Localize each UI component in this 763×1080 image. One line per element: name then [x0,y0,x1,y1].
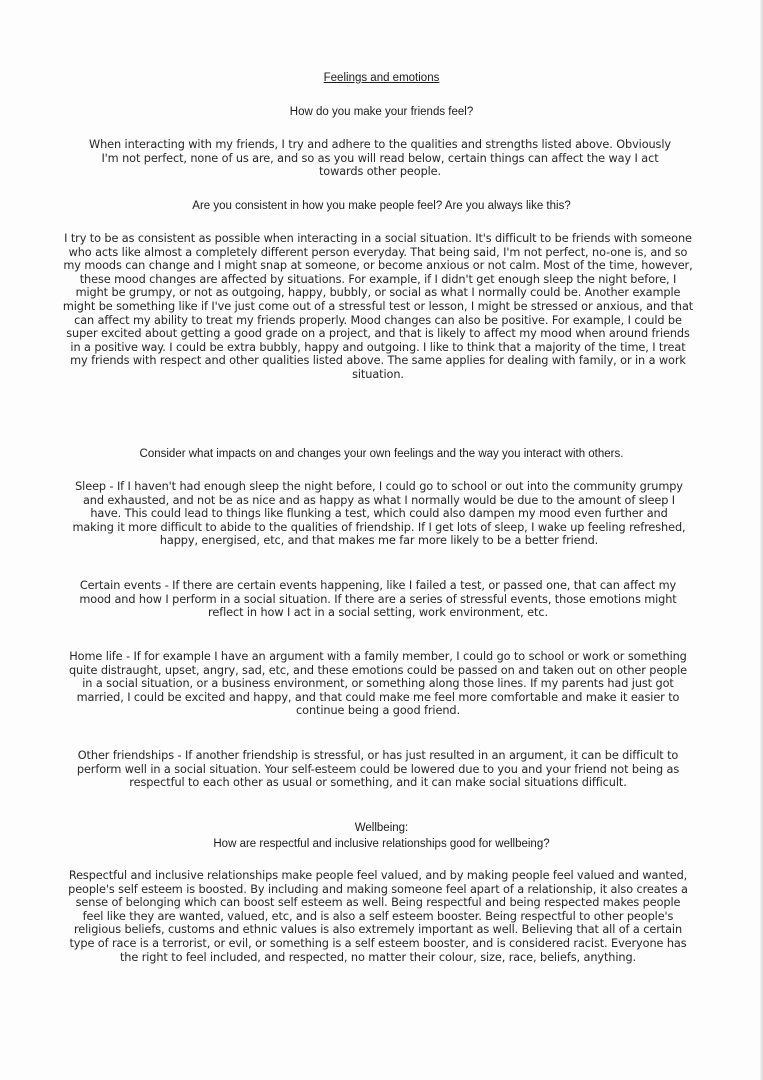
document-title: Feelings and emotions [323,72,440,84]
question-heading: Consider what impacts on and changes your own feelings and the way you interact with others. [139,448,624,460]
question-heading: Are you consistent in how you make people feel? Are you always like this? [192,200,571,212]
answer-paragraph: Other friendships - If another friendship is stressful, or has just resulted in an argument, it can be difficult to perform well in a social situation. Your self-esteem could be lowered due to you and your friend not being as respectful to each other as usual or something, and it can make social situations difficult. [76,749,680,790]
question-heading: How do you make your friends feel? [289,106,474,118]
answer-paragraph: When interacting with my friends, I try and adhere to the qualities and strengths listed above. Obviously I'm not perfect, none of us are, and so as you will read below, certain things can affect the way I act towards other people. [89,138,671,179]
answer-paragraph: Sleep - If I haven't had enough sleep the night before, I could go to school or out into the community grumpy and exhausted, and not be as nice and as happy as what I normally would be due to the amount of sleep I have. This could lead to things like flunking a test, which could also dampen my mood even further and making it more difficult to abide to the qualities of friendship. If I get lots of sleep, I wake up feeling refreshed, happy, energised, etc, and that makes me far more likely to be a better friend. [72,480,686,548]
answer-paragraph: Respectful and inclusive relationships make people feel valued, and by making people feel valued and wanted, people's self esteem is boosted. By including and making someone feel apart of a relationship, it also creates a sense of belonging which can boost self esteem as well. Being respectful and being respected makes people feel like they are wanted, valued, etc, and is also a self esteem booster. Being respectful to other people's religious beliefs, customs and ethnic values is also extremely important as well. Believing that all of a certain type of race is a terrorist, or evil, or something is a self esteem booster, and is considered racist. Everyone has the right to feel included, and respected, no matter their colour, size, race, beliefs, anything. [68,869,688,964]
answer-paragraph: I try to be as consistent as possible when interacting in a social situation. It's difficult to be friends with someone who acts like almost a completely different person everyday. That being said, I'm not perfect, no-one is, and so my moods can change and I might snap at someone, or become anxious or not calm. Most of the time, however, these mood changes are affected by situations. For example, if I didn't get enough sleep the night before, I might be grumpy, or not as outgoing, happy, bubbly, or social as what I normally could be. Another example might be something like if I've just come out of a stressful test or lesson, I might be stressed or anxious, and that can affect my ability to treat my friends properly. Mood changes can also be positive. For example, I could be super excited about getting a good grade on a project, and that is likely to affect my mood when around friends in a positive way. I could be extra bubbly, happy and outgoing. I like to think that a majority of the time, I treat my friends with respect and other qualities listed above. The same applies for dealing with family, or in a work situation. [62,232,694,381]
answer-paragraph: Certain events - If there are certain events happening, like I failed a test, or passed one, that can affect my mood and how I perform in a social situation. If there are a series of stressful events, those emotions might reflect in how I act in a social setting, work environment, etc. [79,579,677,620]
section-heading: Wellbeing: [354,822,409,834]
question-heading: How are respectful and inclusive relationships good for wellbeing? [213,838,550,850]
answer-paragraph: Home life - If for example I have an argument with a family member, I could go to school or work or something quite distraught, upset, angry, sad, etc, and these emotions could be passed on and taken out on other people in a social situation, or a business environment, or something along those lines. If my parents had just got married, I could be excited and happy, and that could make me feel more comfortable and make it easier to continue being a good friend. [68,650,687,718]
